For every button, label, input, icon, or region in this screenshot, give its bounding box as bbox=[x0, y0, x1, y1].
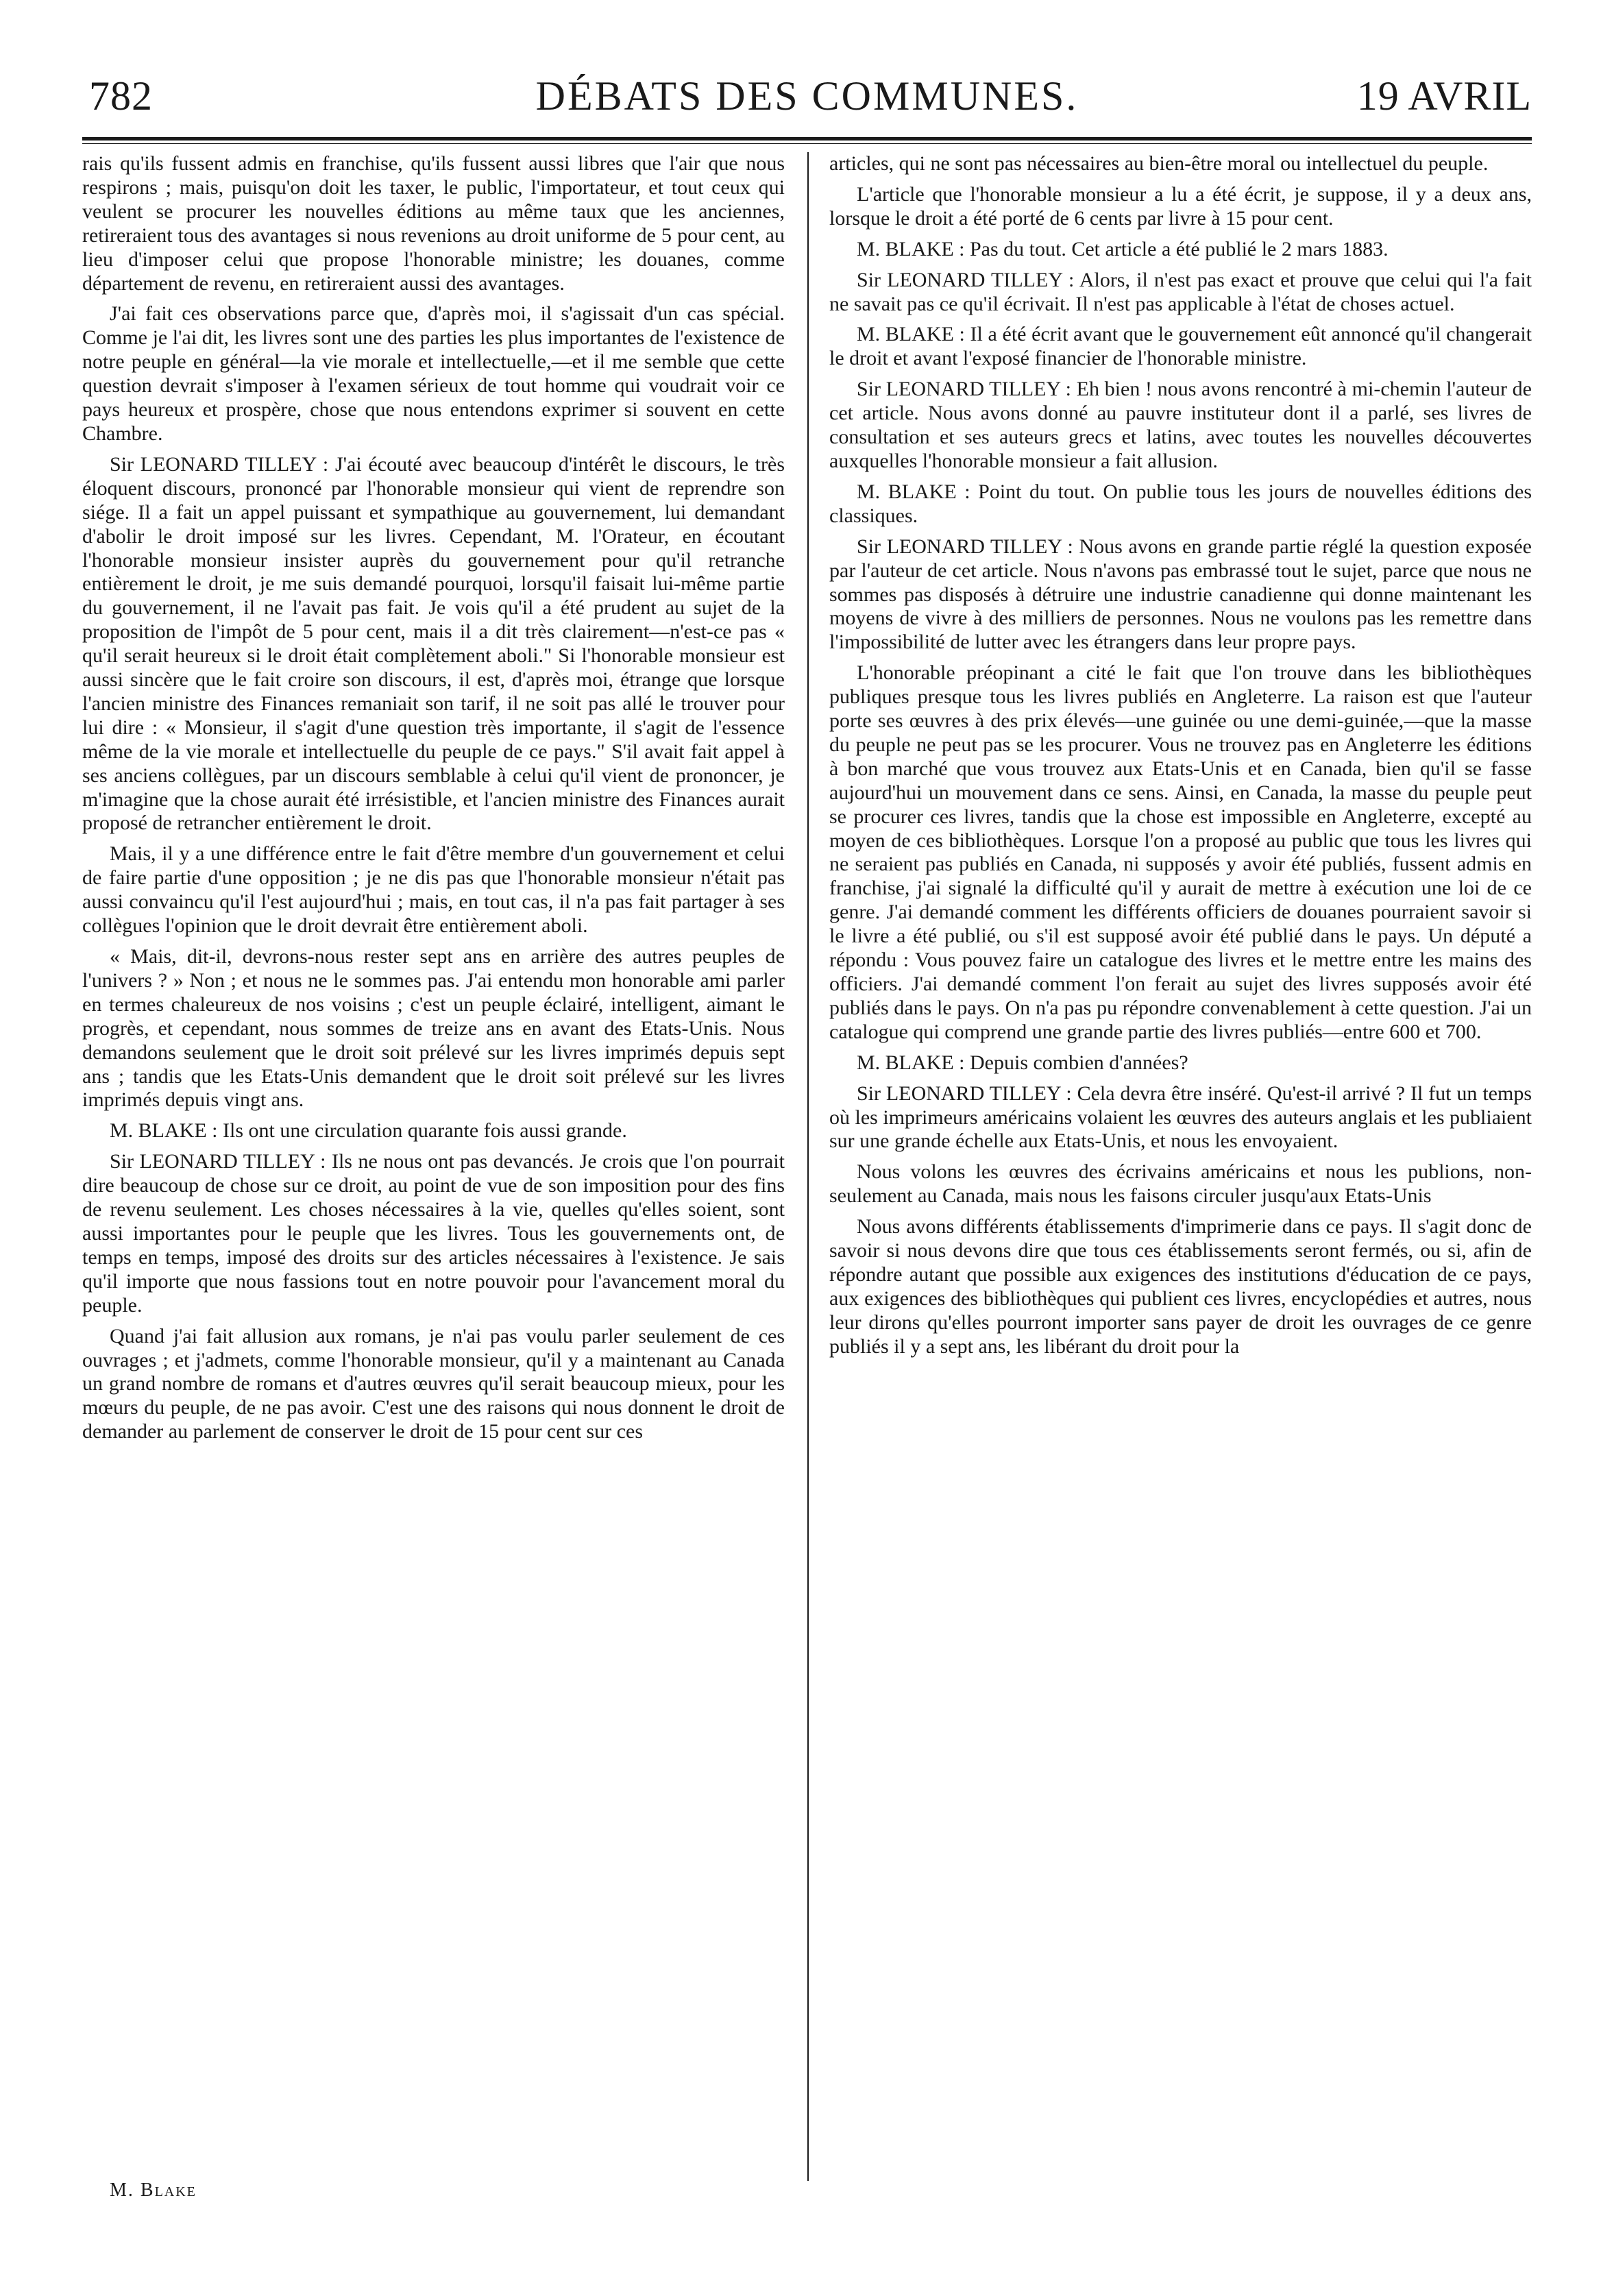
text-columns bbox=[82, 152, 1532, 2181]
paragraph: articles, qui ne sont pas nécessaires au bien-être moral ou intellectuel du peuple. bbox=[829, 152, 1489, 175]
page-number: 782 bbox=[89, 73, 153, 119]
paragraph: Quand j'ai fait allusion aux romans, je n'ai pas voulu parler seulement de ces ouvrages ; et j'admets, comme l'honorable monsieur, qu'il y a maintenant au Canada un grand nombre de romans et d'autres œuvres qu'il serait beaucoup mieux, pour les mœurs du peuple, de ne pas avoir. C'est une des raisons qui nous donnent le droit de demander au parlement de conserver le droit de 15 pour cent sur ces bbox=[82, 1324, 785, 1443]
paragraph: J'ai fait ces observations parce que, d'après moi, il s'agissait d'un cas spécial. Comme je l'ai dit, les livres sont une des parties les plus importantes de l'existence de notre peuple en général—la vie morale et intellectuelle,—et il me semble que cette question devrait s'imposer à l'examen sérieux de tout homme qui voudrait voir ce pays heureux et prospère, chose que nous entendons exprimer si souvent en cette Chambre. bbox=[82, 302, 785, 445]
paragraph: L'honorable préopinant a cité le fait que l'on trouve dans les bibliothèques publiques presque tous les livres publiés en Angleterre. La raison est que l'auteur porte ses œuvres à des prix élevés—une guinée ou une demi-guinée,—que la masse du peuple ne peut pas se les procurer. Vous ne trouvez pas en Angleterre les éditions à bon marché que vous trouvez aux Etats-Unis et en Canada, bien qu'il se fasse aujourd'hui un mouvement dans ce sens. Ainsi, en Canada, la masse du peuple peut se procurer ces livres, tandis que la chose est impossible en Angleterre, excepté au moyen de ces bibliothèques. Lorsque l'on a proposé au public que tous les livres qui ne seraient pas publiés en Canada, ni supposés y avoir été publiés, fussent admis en franchise, j'ai signalé la difficulté qu'il y aurait de mettre à exécution une loi de ce genre. J'ai demandé comment les différents officiers de douanes pourraient savoir si le livre a été publié, ou s'il est supposé avoir été publié dans le pays. Un député a répondu : Vous pouvez faire un catalogue des livres et le mettre entre les mains des officiers. J'ai demandé comment l'on ferait au sujet des livres supposés avoir été publiés dans le pays. On n'a pas pu répondre convenablement à cette question. J'ai un catalogue qui comprend une grande partie des livres publiés—entre 600 et 700. bbox=[829, 661, 1532, 1043]
paragraph: Nous avons différents établissements d'imprimerie dans ce pays. Il s'agit donc de savoir si nous devons dire que tous ces établissements seront fermés, ou si, afin de répondre autant que possible aux exigences des institutions d'éducation de ce pays, aux exigences des bibliothèques qui publient ces livres, encyclopédies et autres, nous leur dirons qu'elles pourront importer sans payer de droit les ouvrages de ce genre publiés il y a sept ans, les libérant du droit pour la bbox=[829, 1215, 1532, 1358]
header-rule-thin bbox=[82, 143, 1532, 144]
header-rule bbox=[82, 137, 1532, 141]
page bbox=[82, 69, 1532, 2255]
paragraph: Sir LEONARD TILLEY : Alors, il n'est pas exact et prouve que celui qui l'a fait ne savait pas ce qu'il écrivait. Il n'est pas applicable à l'état de choses actuel. bbox=[829, 268, 1532, 315]
paragraph: L'article que l'honorable monsieur a lu a été écrit, je suppose, il y a deux ans, lorsque le droit a été porté de 6 cents par livre à 15 pour cent. bbox=[829, 182, 1532, 230]
running-title: DÉBATS DES COMMUNES. bbox=[535, 73, 1079, 119]
paragraph: Sir LEONARD TILLEY : Cela devra être inséré. Qu'est-il arrivé ? Il fut un temps où les imprimeurs américains volaient les œuvres des auteurs anglais et les publiaient sur une grande échelle aux Etats-Unis, et nous les envoyaient. bbox=[829, 1082, 1532, 1153]
paragraph: Sir LEONARD TILLEY : Ils ne nous ont pas devancés. Je crois que l'on pourrait dire beaucoup de chose sur ce droit, au point de vue de son imposition pour des fins de revenu seulement. Les choses nécessaires à la vie, quelles qu'elles soient, sont aussi importantes pour le peuple que les livres. Tous les gouvernements ont, de temps en temps, imposé des droits sur des articles nécessaires à l'existence. Je sais qu'il importe que nous fassions tout en notre pouvoir pour l'avancement moral du peuple. bbox=[82, 1150, 785, 1317]
page-header bbox=[82, 69, 1532, 134]
paragraph: Sir LEONARD TILLEY : Nous avons en grande partie réglé la question exposée par l'auteur de cet article. Nous n'avons pas embrassé tout le sujet, parce que nous ne sommes pas disposés à détruire une industrie canadienne qui donne maintenant les moyens de vivre à des milliers de personnes. Nous ne voulons pas les remettre dans l'impossibilité de lutter avec les étrangers dans leur propre pays. bbox=[829, 535, 1532, 654]
paragraph: Sir LEONARD TILLEY : Eh bien ! nous avons rencontré à mi-chemin l'auteur de cet article. Nous avons donné au pauvre instituteur dont il a parlé, ses livres de consultation et ses auteurs grecs et latins, avec toutes les nouvelles découvertes auxquelles l'honorable monsieur a fait allusion. bbox=[829, 378, 1532, 472]
paragraph: M. BLAKE : Point du tout. On publie tous les jours de nouvelles éditions des classiques. bbox=[829, 480, 1532, 527]
paragraph: Sir LEONARD TILLEY : J'ai écouté avec beaucoup d'intérêt le discours, le très éloquent discours, prononcé par l'honorable monsieur qui vient de reprendre son siége. Il a fait un appel puissant et sympathique au gouvernement, lui demandant d'abolir le droit imposé sur les livres. Cependant, M. l'Orateur, en écoutant l'honorable monsieur insister auprès du gouvernement pour qu'il retranche entièrement le droit, je me suis demandé pourquoi, lorsqu'il faisait lui-même partie du gouvernement, il ne l'avait pas fait. Je vois qu'il a été prudent au sujet de la proposition de l'impôt de 5 pour cent, mais il a dit très clairement—n'est-ce pas « qu'il serait heureux si le droit était complètement aboli." Si l'honorable monsieur est aussi sincère que le fait croire son discours, il est, d'après moi, étrange que lorsque l'ancien ministre des Finances remaniait son tarif, il ne soit pas allé le trouver pour lui dire : « Monsieur, il s'agit d'une question très importante, il s'agit de l'essence même de la vie morale et intellectuelle du peuple de ce pays." S'il avait fait appel à ses anciens collègues, par un discours semblable à celui qu'il vient de prononcer, je m'imagine que la chose aurait été irrésistible, et l'ancien ministre des Finances aurait proposé de retrancher entièrement le droit. bbox=[82, 452, 785, 835]
catchword: M. Blake bbox=[110, 2179, 197, 2201]
running-date: 19 AVRIL bbox=[1356, 73, 1532, 119]
right-column bbox=[829, 152, 1532, 1366]
left-column bbox=[82, 152, 785, 1451]
paragraph: M. BLAKE : Il a été écrit avant que le gouvernement eût annoncé qu'il changerait le droit et avant l'exposé financier de l'honorable ministre. bbox=[829, 323, 1532, 370]
paragraph: M. BLAKE : Depuis combien d'années? bbox=[857, 1051, 1188, 1074]
paragraph: Mais, il y a une différence entre le fait d'être membre d'un gouvernement et celui de faire partie d'une opposition ; je ne dis pas que l'honorable monsieur n'était pas aussi convaincu qu'il l'est aujourd'hui ; mais, en tout cas, il n'a pas fait partager à ses collègues l'opinion que le droit devrait être entièrement aboli. bbox=[82, 842, 785, 938]
paragraph: Nous volons les œuvres des écrivains américains et nous les publions, non-seulement au Canada, mais nous les faisons circuler jusqu'aux Etats-Unis bbox=[829, 1160, 1532, 1208]
paragraph: M. BLAKE : Pas du tout. Cet article a été publié le 2 mars 1883. bbox=[857, 237, 1389, 260]
paragraph: rais qu'ils fussent admis en franchise, qu'ils fussent aussi libres que l'air que nous respirons ; mais, puisqu'on doit les taxer, le public, l'importateur, et tout ceux qui veulent se procurer les nouvelles éditions au même taux que les anciennes, retireraient tous des avantages si nous revenions au droit uniforme de 5 pour cent, au lieu d'imposer celui que propose l'honorable ministre; les douanes, comme département de revenu, en retireraient aussi des avantages. bbox=[82, 152, 785, 295]
paragraph: « Mais, dit-il, devrons-nous rester sept ans en arrière des autres peuples de l'univers ? » Non ; et nous ne le sommes pas. J'ai entendu mon honorable ami parler en termes chaleureux de nos voisins ; c'est un peuple éclairé, intelligent, aimant le progrès, et cependant, nous sommes de treize ans en avant des Etats-Unis. Nous demandons seulement que le droit soit prélevé sur les livres imprimés depuis sept ans ; tandis que les Etats-Unis demandent que le droit soit prélevé sur les livres imprimés depuis vingt ans. bbox=[82, 945, 785, 1112]
paragraph: M. BLAKE : Ils ont une circulation quarante fois aussi grande. bbox=[110, 1119, 627, 1143]
